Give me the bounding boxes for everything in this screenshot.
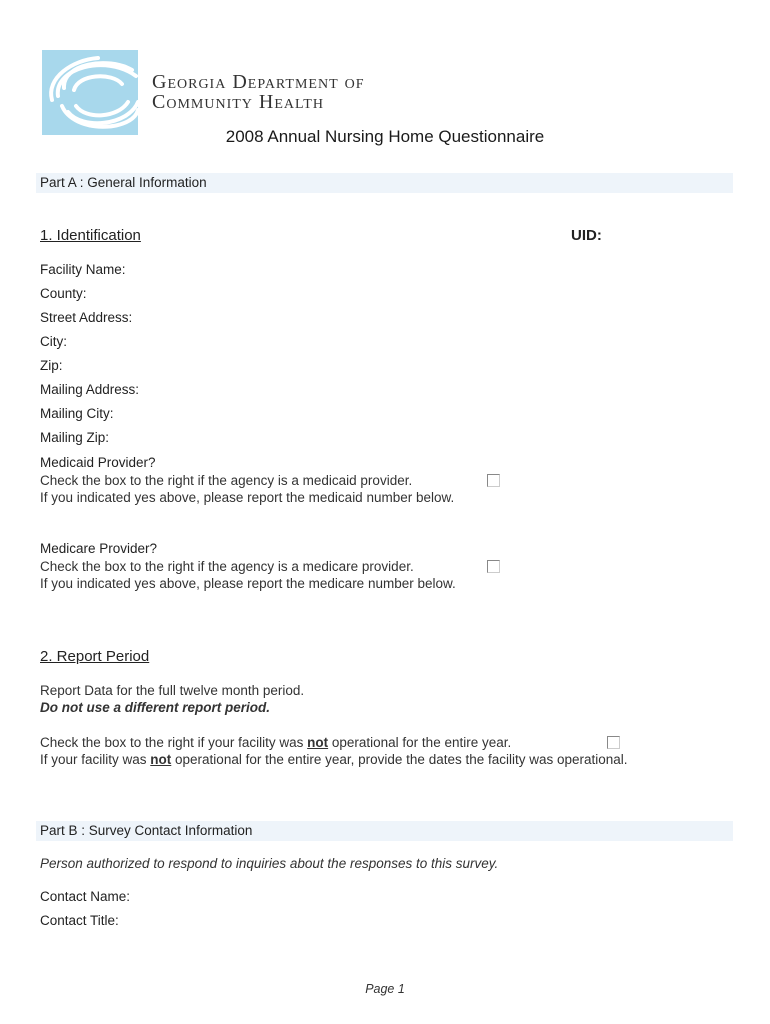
medicare-followup: If you indicated yes above, please report the medicare number below. (40, 576, 456, 591)
contact-name-label: Contact Name: (40, 889, 131, 904)
operational-followup-pre: If your facility was (40, 752, 151, 767)
page-number: Page 1 (365, 982, 405, 996)
medicare-checkbox[interactable] (487, 560, 500, 573)
mailing-zip-label: Mailing Zip: (40, 430, 110, 445)
part-b-heading: Part B : Survey Contact Information (36, 821, 733, 841)
city-label: City: (40, 334, 67, 349)
org-name (152, 72, 365, 112)
contact-note: Person authorized to respond to inquiries about the responses to this survey. (40, 856, 499, 871)
not-operational-checkbox[interactable] (607, 736, 620, 749)
medicaid-instruction: Check the box to the right if the agency is a medicaid provider. (40, 473, 413, 488)
part-a-heading: Part A : General Information (36, 173, 733, 193)
street-address-label: Street Address: (40, 310, 133, 325)
section-report-period-title: 2. Report Period (40, 648, 150, 665)
operational-instruction-pre: Check the box to the right if your facility was (40, 735, 308, 750)
mailing-address-label: Mailing Address: (40, 382, 140, 397)
medicare-instruction: Check the box to the right if the agency is a medicare provider. (40, 559, 414, 574)
not-emphasis-2: not (150, 752, 172, 767)
section-identification-title: 1. Identification (40, 227, 141, 244)
operational-instruction-post: operational for the entire year. (328, 735, 512, 750)
operational-followup-post: operational for the entire year, provide the dates the facility was operational. (171, 752, 628, 767)
zip-label: Zip: (40, 358, 63, 373)
uid-label: UID: (571, 227, 602, 244)
medicaid-followup: If you indicated yes above, please report the medicaid number below. (40, 490, 455, 505)
operational-instruction (40, 734, 511, 751)
org-line2: Community Health (152, 91, 324, 113)
county-label: County: (40, 286, 87, 301)
logo-icon (42, 50, 138, 135)
report-period-warning: Do not use a different report period. (40, 700, 271, 715)
not-emphasis: not (307, 735, 329, 750)
medicaid-label: Medicaid Provider? (40, 455, 156, 470)
mailing-city-label: Mailing City: (40, 406, 114, 421)
medicare-label: Medicare Provider? (40, 541, 158, 556)
page-title: 2008 Annual Nursing Home Questionnaire (225, 127, 545, 146)
contact-title-label: Contact Title: (40, 913, 119, 928)
facility-name-label: Facility Name: (40, 262, 126, 277)
org-line1: Georgia Department of (152, 71, 365, 93)
operational-followup (40, 751, 628, 768)
medicaid-checkbox[interactable] (487, 474, 500, 487)
report-period-text: Report Data for the full twelve month period. (40, 683, 305, 698)
